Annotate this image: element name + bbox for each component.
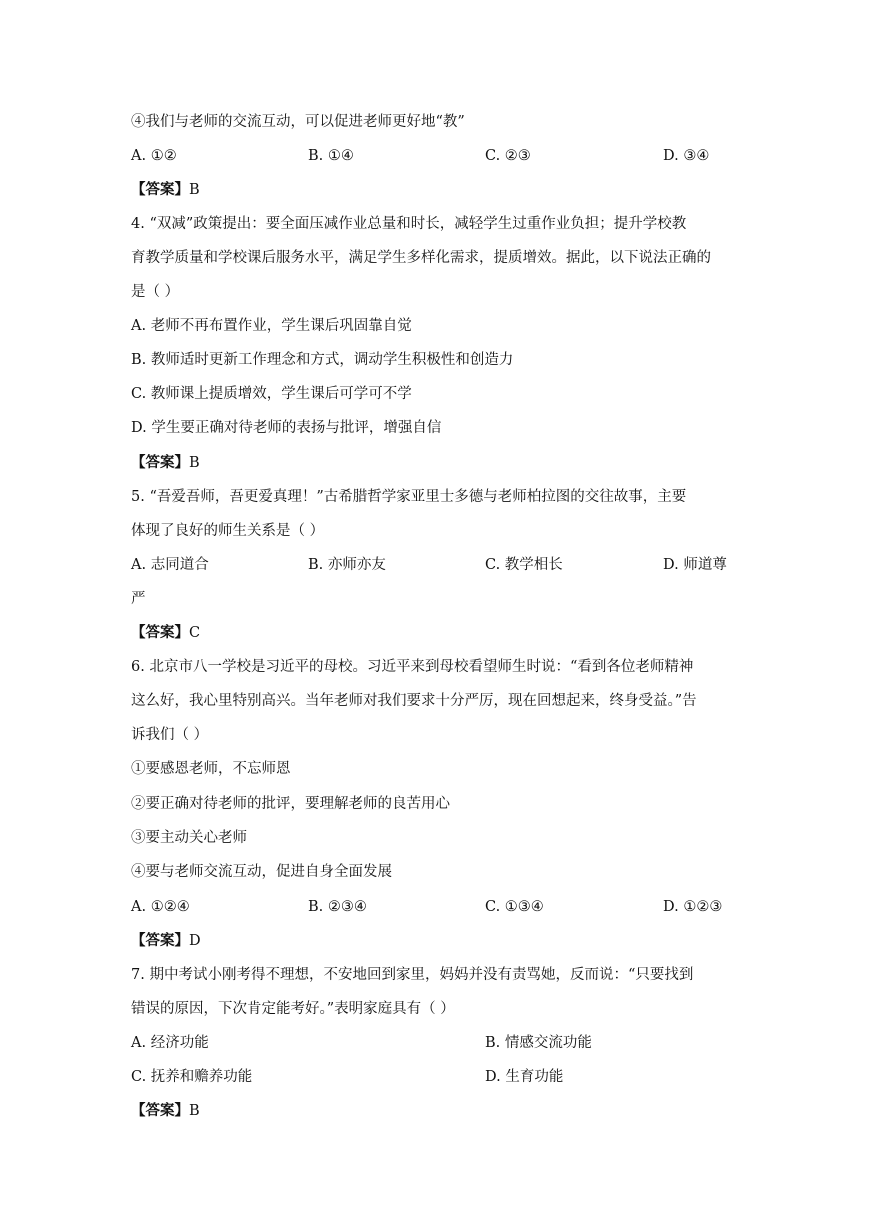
q6-option-c: C. ①③④: [485, 899, 544, 915]
q6-option-d: D. ①②③: [663, 899, 723, 915]
q3-option-c: C. ②③: [485, 148, 531, 164]
answer-value: B: [189, 182, 200, 198]
answer-label: 【答案】: [131, 624, 189, 641]
q3-option-b: B. ①④: [308, 148, 354, 164]
answer-value: B: [189, 455, 200, 471]
q5-option-a: A. 志同道合: [131, 557, 209, 573]
q3-answer: [131, 180, 200, 200]
q5-option-b: B. 亦师亦友: [308, 557, 386, 573]
q6-statement-1: ①要感恩老师，不忘师恩: [131, 761, 291, 777]
q4-option-c: C. 教师课上提质增效，学生课后可学可不学: [131, 386, 412, 402]
q4-stem-line-3: 是（ ）: [131, 284, 180, 300]
q6-stem-line-2: 这么好，我心里特别高兴。当年老师对我们要求十分严厉，现在回想起来，终身受益。”告: [131, 693, 697, 709]
q4-option-a: A. 老师不再布置作业，学生课后巩固靠自觉: [131, 318, 412, 334]
q4-stem-line-2: 育教学质量和学校课后服务水平，满足学生多样化需求，提质增效。据此，以下说法正确的: [131, 250, 711, 266]
q3-option-a: A. ①②: [131, 148, 177, 164]
q7-stem-line-2: 错误的原因，下次肯定能考好。”表明家庭具有（ ）: [131, 1001, 455, 1017]
q5-option-d-wrap: 严: [131, 591, 146, 607]
q7-option-c: C. 抚养和赡养功能: [131, 1069, 253, 1085]
q6-option-b: B. ②③④: [308, 899, 367, 915]
q7-option-d: D. 生育功能: [485, 1069, 564, 1085]
q4-option-b: B. 教师适时更新工作理念和方式，调动学生积极性和创造力: [131, 352, 514, 368]
q6-answer: [131, 931, 201, 951]
q5-option-d: D. 师道尊: [663, 557, 727, 573]
q6-stem-line-1: 6. 北京市八一学校是习近平的母校。习近平来到母校看望师生时说：“看到各位老师精神: [131, 659, 694, 675]
answer-label: 【答案】: [131, 1102, 189, 1119]
q7-stem-line-1: 7. 期中考试小刚考得不理想，不安地回到家里，妈妈并没有责骂她，反而说：“只要找到: [131, 967, 694, 983]
answer-value: D: [189, 933, 201, 949]
q4-answer: [131, 453, 200, 473]
q6-statement-3: ③要主动关心老师: [131, 830, 247, 846]
q5-stem-line-1: 5. “吾爱吾师，吾更爱真理！”古希腊哲学家亚里士多德与老师柏拉图的交往故事，主要: [131, 489, 687, 505]
q7-answer: [131, 1101, 200, 1121]
q3-statement-4: ④我们与老师的交流互动，可以促进老师更好地“教”: [131, 114, 465, 130]
answer-label: 【答案】: [131, 454, 189, 471]
answer-value: C: [189, 625, 201, 641]
answer-value: B: [189, 1103, 200, 1119]
q6-option-a: A. ①②④: [131, 899, 190, 915]
q7-option-b: B. 情感交流功能: [485, 1035, 592, 1051]
q5-answer: [131, 623, 200, 643]
q6-statement-2: ②要正确对待老师的批评，要理解老师的良苦用心: [131, 796, 450, 812]
q3-option-d: D. ③④: [663, 148, 710, 164]
q4-option-d: D. 学生要正确对待老师的表扬与批评，增强自信: [131, 420, 442, 436]
q5-stem-line-2: 体现了良好的师生关系是（ ）: [131, 523, 325, 539]
answer-label: 【答案】: [131, 181, 189, 198]
q4-stem-line-1: 4. “双减”政策提出：要全面压减作业总量和时长，减轻学生过重作业负担；提升学校教: [131, 216, 687, 232]
q6-stem-line-3: 诉我们（ ）: [131, 727, 209, 743]
q7-option-a: A. 经济功能: [131, 1035, 209, 1051]
q5-option-c: C. 教学相长: [485, 557, 563, 573]
answer-label: 【答案】: [131, 932, 189, 949]
q6-statement-4: ④要与老师交流互动，促进自身全面发展: [131, 864, 392, 880]
